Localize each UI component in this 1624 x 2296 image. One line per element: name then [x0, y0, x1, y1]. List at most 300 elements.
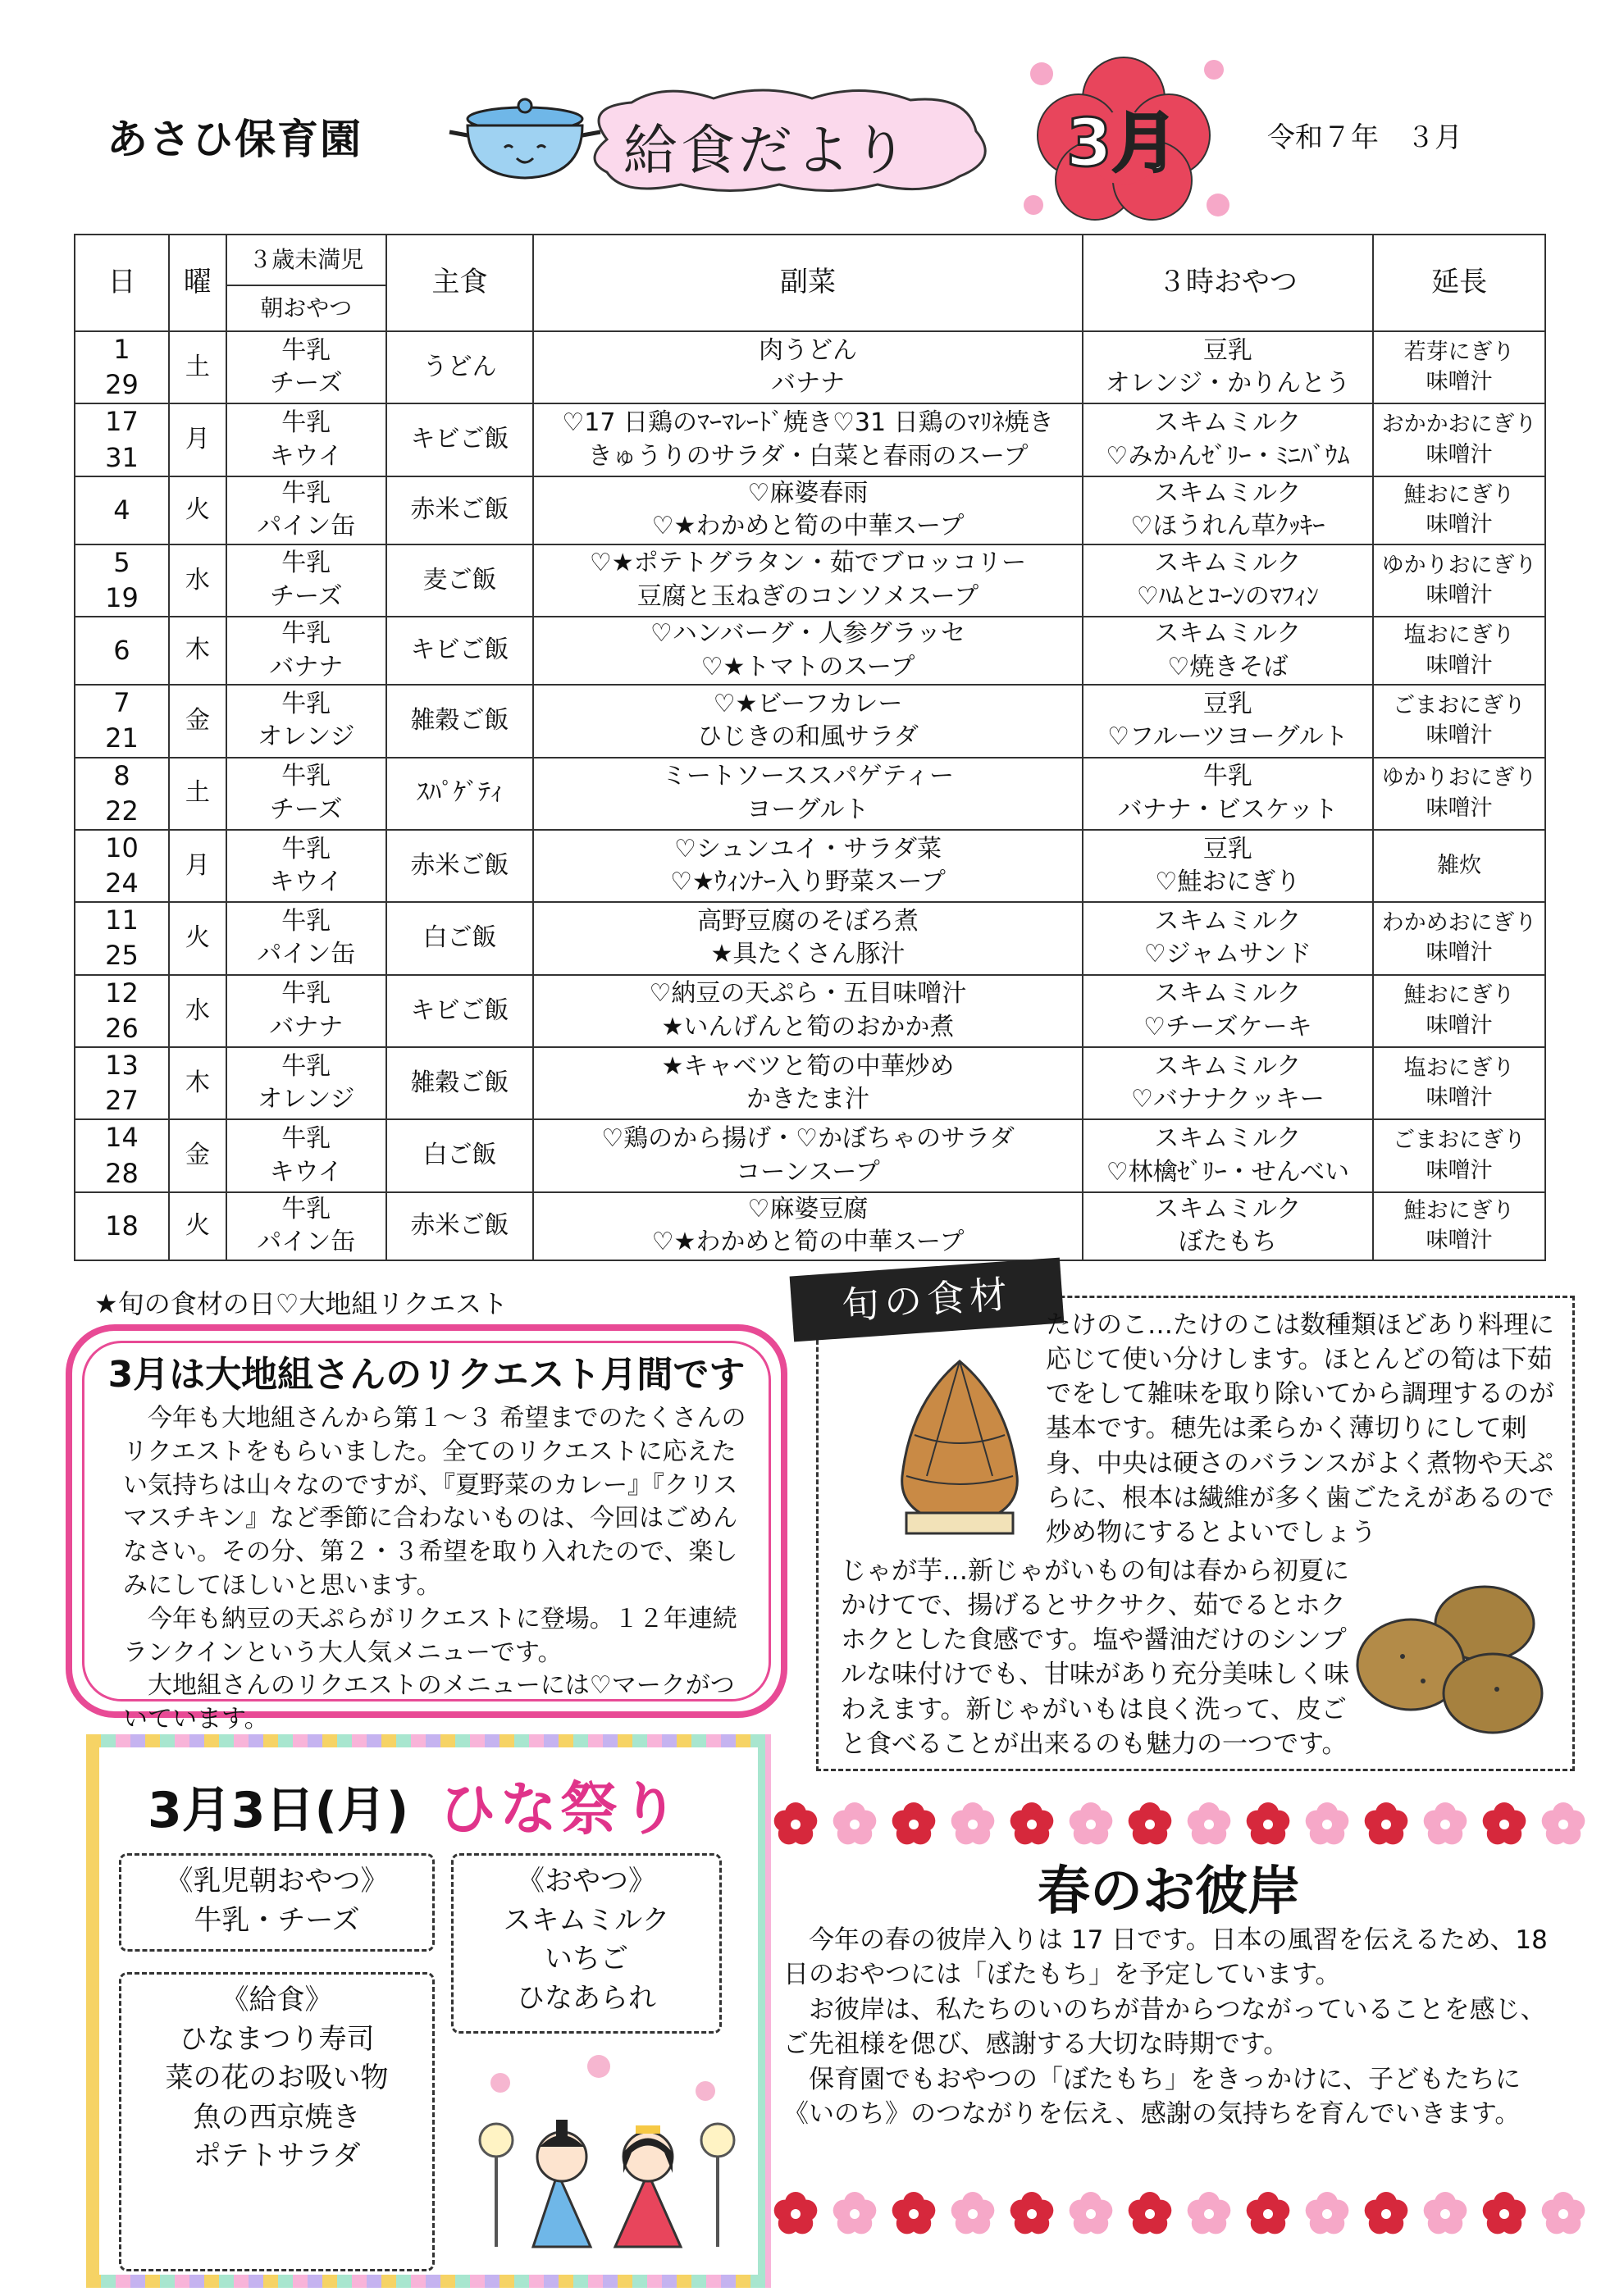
- menu-weekday-line: 木: [185, 636, 210, 665]
- menu-extended-line: 味噌汁: [1426, 1228, 1493, 1254]
- menu-row: [75, 331, 1545, 403]
- plum-flower: [1483, 2192, 1526, 2234]
- menu-extended: [1373, 902, 1545, 974]
- menu-row: [75, 902, 1545, 974]
- menu-row: [75, 758, 1545, 830]
- menu-side-dish-line: ヨーグルト: [746, 795, 869, 824]
- menu-afternoon-snack-line: バナナ・ビスケット: [1117, 795, 1339, 824]
- menu-side-dish-line: コーンスープ: [736, 1157, 880, 1187]
- menu-extended: [1373, 1192, 1545, 1260]
- menu-afternoon-snack: [1083, 902, 1374, 974]
- plum-flower: [1188, 1802, 1231, 1844]
- menu-staple-line: キビご飯: [410, 636, 509, 665]
- menu-extended-line: 味噌汁: [1426, 581, 1493, 608]
- menu-side-dish-line: ♡★わかめと筍の中華スープ: [651, 1228, 965, 1257]
- menu-morning-snack: [226, 830, 386, 902]
- plum-flower: [951, 1802, 995, 1844]
- spring-paragraph: 保育園でもおやつの「ぼたもち」をきっかけに、子どもたちに《いのち》のつながりを伝え、感謝の気持ちを育んでいきます。: [783, 2064, 1521, 2130]
- menu-staple: [386, 902, 534, 974]
- menu-extended-line: ゆかりおにぎり: [1381, 552, 1537, 578]
- header-weekday: 曜: [169, 235, 226, 331]
- hina-title: ひな祭り: [439, 1775, 682, 1843]
- menu-side-dish-line: ♡鶏のから揚げ・♡かぼちゃのサラダ: [601, 1124, 1015, 1154]
- menu-morning-snack-line: キウイ: [269, 441, 343, 471]
- menu-side-dish-line: ♡★わかめと筍の中華スープ: [651, 512, 965, 541]
- menu-row: [75, 617, 1545, 685]
- menu-morning-snack-line: 牛乳: [281, 834, 331, 863]
- menu-afternoon-snack-line: ♡バナナクッキー: [1131, 1085, 1325, 1114]
- menu-extended-line: ゆかりおにぎり: [1381, 765, 1537, 791]
- menu-morning-snack: [226, 758, 386, 830]
- menu-extended-line: ごまおにぎり: [1393, 692, 1526, 718]
- menu-day-line: 14: [105, 1122, 139, 1154]
- menu-weekday: [169, 1047, 226, 1119]
- menu-extended: [1373, 1047, 1545, 1119]
- plum-flower-border-bottom: [771, 2181, 1591, 2247]
- menu-morning-snack-line: 牛乳: [281, 335, 331, 365]
- menu-afternoon-snack-line: 豆乳: [1202, 335, 1252, 365]
- plum-flower: [1306, 1802, 1349, 1844]
- potato-illustration: [1345, 1574, 1558, 1738]
- plum-flower: [951, 2192, 995, 2234]
- menu-morning-snack-line: 牛乳: [281, 689, 331, 718]
- menu-extended: [1373, 830, 1545, 902]
- menu-morning-snack-line: パイン缶: [257, 940, 356, 969]
- menu-afternoon-snack: [1083, 830, 1374, 902]
- menu-morning-snack-line: 牛乳: [281, 408, 331, 438]
- menu-extended: [1373, 544, 1545, 617]
- menu-side-dish-line: ♡麻婆豆腐: [747, 1194, 869, 1223]
- menu-afternoon-snack-line: スキムミルク: [1154, 1051, 1302, 1081]
- menu-afternoon-snack-line: スキムミルク: [1154, 549, 1302, 578]
- menu-day-line: 25: [105, 940, 139, 972]
- menu-side-dish-line: ミートソーススパゲティー: [661, 762, 955, 791]
- hina-lunch-item: ひなまつり寿司: [179, 2022, 375, 2056]
- menu-staple-line: ｽﾊﾟｹﾞﾃｨ: [417, 778, 503, 808]
- request-paragraph: 今年も大地組さんから第１～３ 希望までのたくさんのリクエストをもらいました。全てのリクエストに応えたい気持ちは山々なのですが、『夏野菜のカレー』『クリスマスチキン』など季節に合わないものは、今回はごめんなさい。その分、第２・３希望を取り入れたので、楽しみにしてほしいと思います。: [123, 1404, 746, 1600]
- menu-day-line: 17: [105, 406, 139, 438]
- menu-extended: [1373, 685, 1545, 757]
- menu-extended-line: 味噌汁: [1426, 1157, 1493, 1183]
- menu-weekday-line: 火: [185, 923, 210, 953]
- menu-afternoon-snack-line: ♡チーズケーキ: [1143, 1012, 1312, 1041]
- menu-weekday-line: 土: [185, 778, 210, 808]
- takenoko-text: たけのこ…たけのこは数種類ほどあり料理に応じて使い分けします。ほとんどの筍は下茹でをして雑味を取り除いてから調理するのが基本です。穂先は柔らかく薄切りにして刺身、中央は硬さのバランスがよく煮物や天ぷらに、根本は繊維が多く歯ごたえがあるので炒め物にするとよいでしょう: [1046, 1310, 1554, 1547]
- menu-afternoon-snack-line: ♡ﾊﾑとｺｰﾝのﾏﾌｨﾝ: [1136, 581, 1319, 611]
- plum-flower: [892, 2192, 936, 2234]
- menu-side-dish: [533, 1047, 1082, 1119]
- menu-staple: [386, 331, 534, 403]
- menu-afternoon-snack-line: 豆乳: [1202, 834, 1252, 863]
- menu-staple-line: 白ご飯: [422, 1141, 497, 1170]
- hina-morning-items: 牛乳・チーズ: [194, 1903, 360, 1937]
- menu-row: [75, 1047, 1545, 1119]
- menu-extended-line: 味噌汁: [1426, 940, 1493, 966]
- menu-afternoon-snack-line: スキムミルク: [1154, 979, 1302, 1009]
- menu-afternoon-snack-line: ♡ほうれん草ｸｯｷｰ: [1130, 512, 1325, 541]
- hina-lunch-item: 魚の西京焼き: [193, 2100, 361, 2134]
- menu-afternoon-snack-line: ♡焼きそば: [1167, 652, 1289, 681]
- header-side: 副菜: [533, 235, 1082, 331]
- menu-morning-snack-line: キウイ: [269, 868, 343, 897]
- header-afternoon: ３時おやつ: [1083, 235, 1374, 331]
- hina-snack-item: いちご: [545, 1943, 628, 1976]
- menu-morning-snack: [226, 1192, 386, 1260]
- menu-side-dish-line: ♡ハンバーグ・人参グラッセ: [650, 619, 966, 649]
- menu-extended: [1373, 331, 1545, 403]
- menu-afternoon-snack: [1083, 617, 1374, 685]
- plum-flower: [1365, 2192, 1408, 2234]
- menu-day: [75, 902, 169, 974]
- menu-afternoon-snack: [1083, 331, 1374, 403]
- menu-day-line: 11: [105, 904, 139, 936]
- menu-day-line: 29: [105, 369, 139, 401]
- menu-afternoon-snack-line: スキムミルク: [1154, 408, 1302, 438]
- menu-side-dish-line: きゅうりのサラダ・白菜と春雨のスープ: [587, 441, 1029, 471]
- menu-side-dish-line: 豆腐と玉ねぎのコンソメスープ: [636, 581, 979, 611]
- hina-dolls-illustration: [476, 2050, 738, 2255]
- header-under3: ３歳未満児: [226, 235, 386, 285]
- menu-afternoon-snack-line: 豆乳: [1202, 689, 1252, 718]
- menu-extended-line: ごまおにぎり: [1393, 1128, 1526, 1154]
- menu-afternoon-snack-line: スキムミルク: [1154, 619, 1302, 649]
- hina-morning-box: [119, 1853, 435, 1952]
- plum-flower: [1010, 1802, 1054, 1844]
- menu-day: [75, 476, 169, 544]
- plum-flower: [1424, 1802, 1467, 1844]
- menu-extended-line: 鮭おにぎり: [1403, 982, 1515, 1009]
- menu-day: [75, 403, 169, 476]
- menu-staple: [386, 975, 534, 1047]
- menu-afternoon-snack: [1083, 975, 1374, 1047]
- menu-morning-snack-line: 牛乳: [281, 979, 331, 1009]
- menu-side-dish: [533, 544, 1082, 617]
- menu-day: [75, 758, 169, 830]
- menu-side-dish-line: ♡★ｳｨﾝﾅｰ入り野菜スープ: [670, 868, 946, 897]
- hina-snack-item: スキムミルク: [503, 1903, 670, 1937]
- menu-side-dish: [533, 1192, 1082, 1260]
- menu-weekday: [169, 902, 226, 974]
- plum-flower: [1424, 2192, 1467, 2234]
- menu-morning-snack-line: チーズ: [269, 581, 343, 611]
- plum-flower: [1542, 2192, 1585, 2234]
- menu-day-line: 31: [105, 441, 139, 473]
- menu-extended-line: 味噌汁: [1426, 369, 1493, 395]
- plum-flower: [1483, 1802, 1526, 1844]
- menu-side-dish-line: バナナ: [770, 369, 845, 399]
- plum-flower: [833, 2192, 877, 2234]
- menu-morning-snack-line: 牛乳: [281, 1124, 331, 1154]
- menu-weekday-line: 金: [185, 706, 210, 736]
- menu-day-line: 10: [105, 831, 139, 863]
- menu-extended: [1373, 617, 1545, 685]
- header-morning-snack: 朝おやつ: [226, 285, 386, 331]
- menu-weekday-line: 月: [185, 850, 210, 880]
- menu-day: [75, 1192, 169, 1260]
- menu-weekday-line: 月: [185, 425, 210, 454]
- menu-weekday: [169, 1119, 226, 1191]
- menu-afternoon-snack: [1083, 476, 1374, 544]
- menu-row: [75, 544, 1545, 617]
- hina-date: 3月3日(月): [148, 1782, 409, 1839]
- spring-paragraph: お彼岸は、私たちのいのちが昔からつながっていることを感じ、ご先祖様を偲び、感謝する大切な時期です。: [783, 1994, 1546, 2060]
- menu-staple: [386, 1119, 534, 1191]
- school-name: あさひ保育園: [107, 116, 363, 163]
- menu-staple: [386, 403, 534, 476]
- menu-afternoon-snack: [1083, 1119, 1374, 1191]
- request-body: [123, 1402, 755, 1737]
- request-paragraph: 大地組さんのリクエストのメニューには♡マークがついています。: [123, 1671, 735, 1734]
- menu-staple-line: キビご飯: [410, 995, 509, 1025]
- plum-flower: [774, 2192, 818, 2234]
- menu-weekday: [169, 975, 226, 1047]
- request-paragraph: 今年も納豆の天ぷらがリクエストに登場。１２年連続ランクインという大人気メニューです。: [123, 1604, 737, 1667]
- menu-morning-snack-line: チーズ: [269, 369, 343, 399]
- menu-extended-line: 雑炊: [1437, 852, 1482, 878]
- menu-extended-line: 味噌汁: [1426, 1085, 1493, 1111]
- menu-day-line: 6: [113, 635, 130, 667]
- menu-day-line: 7: [113, 687, 130, 719]
- menu-weekday: [169, 331, 226, 403]
- menu-extended-line: 塩おにぎり: [1403, 622, 1515, 649]
- menu-day-line: 8: [113, 759, 130, 791]
- menu-afternoon-snack-line: ♡ジャムサンド: [1143, 940, 1312, 969]
- menu-afternoon-snack-line: ♡鮭おにぎり: [1155, 868, 1301, 897]
- menu-row: [75, 975, 1545, 1047]
- menu-day: [75, 975, 169, 1047]
- menu-side-dish-line: ひじきの和風サラダ: [697, 722, 919, 752]
- menu-side-dish-line: ♡17 日鶏のﾏｰﾏﾚｰﾄﾞ焼き♡31 日鶏のﾏﾘﾈ焼き: [562, 408, 1054, 438]
- menu-day-line: 21: [105, 722, 139, 754]
- menu-staple: [386, 476, 534, 544]
- menu-morning-snack-line: 牛乳: [281, 478, 331, 508]
- menu-day-line: 5: [113, 546, 130, 578]
- menu-extended-line: わかめおにぎり: [1381, 910, 1537, 936]
- request-title: 3月は大地組さんのリクエスト月間です: [107, 1354, 746, 1396]
- menu-extended: [1373, 476, 1545, 544]
- menu-extended: [1373, 1119, 1545, 1191]
- menu-morning-snack-line: チーズ: [269, 795, 343, 824]
- menu-day-line: 24: [105, 868, 139, 900]
- menu-afternoon-snack-line: スキムミルク: [1154, 1194, 1302, 1223]
- menu-extended-line: 味噌汁: [1426, 722, 1493, 749]
- menu-morning-snack: [226, 544, 386, 617]
- menu-afternoon-snack: [1083, 758, 1374, 830]
- menu-day: [75, 685, 169, 757]
- menu-weekday: [169, 758, 226, 830]
- menu-day-line: 19: [105, 581, 139, 613]
- menu-morning-snack: [226, 331, 386, 403]
- menu-weekday-line: 木: [185, 1068, 210, 1097]
- menu-side-dish-line: ♡シュンユイ・サラダ菜: [673, 834, 942, 863]
- menu-staple-line: 赤米ご飯: [410, 1211, 509, 1240]
- menu-weekday-line: 水: [185, 995, 210, 1025]
- menu-weekday: [169, 544, 226, 617]
- menu-staple-line: 雑穀ご飯: [410, 706, 509, 736]
- menu-staple: [386, 1192, 534, 1260]
- plum-flower: [1306, 2192, 1349, 2234]
- plum-flower-border-top: [771, 1792, 1591, 1857]
- menu-afternoon-snack: [1083, 544, 1374, 617]
- menu-morning-snack: [226, 1047, 386, 1119]
- menu-side-dish: [533, 331, 1082, 403]
- menu-side-dish: [533, 830, 1082, 902]
- plum-flower: [1070, 1802, 1113, 1844]
- menu-extended-line: 味噌汁: [1426, 1012, 1493, 1038]
- menu-side-dish-line: 高野豆腐のそぼろ煮: [696, 906, 919, 936]
- hina-lunch-label: 《給食》: [221, 1984, 333, 2016]
- menu-morning-snack: [226, 975, 386, 1047]
- menu-side-dish-line: ★いんげんと筍のおかか煮: [661, 1012, 955, 1041]
- menu-staple-line: 雑穀ご飯: [410, 1068, 509, 1097]
- menu-morning-snack-line: キウイ: [269, 1157, 343, 1187]
- menu-day-line: 26: [105, 1012, 139, 1044]
- menu-morning-snack: [226, 902, 386, 974]
- menu-staple-line: 白ご飯: [422, 923, 497, 953]
- menu-day-line: 12: [105, 977, 139, 1009]
- menu-morning-snack-line: バナナ: [269, 1012, 344, 1041]
- menu-staple: [386, 758, 534, 830]
- menu-extended-line: 味噌汁: [1426, 512, 1493, 538]
- spring-paragraph: 今年の春の彼岸入りは 17 日です。日本の風習を伝えるため、18 日のおやつには「ぼたもち」を予定しています。: [783, 1925, 1548, 1990]
- menu-morning-snack-line: パイン缶: [257, 512, 356, 541]
- menu-side-dish-line: ★キャベツと筍の中華炒め: [661, 1051, 955, 1081]
- plum-flower: [1129, 2192, 1172, 2234]
- menu-morning-snack-line: 牛乳: [281, 906, 331, 936]
- plum-flower: [1010, 2192, 1054, 2234]
- hina-snack-label: 《おやつ》: [517, 1865, 656, 1897]
- menu-row: [75, 403, 1545, 476]
- menu-extended-line: おかかおにぎり: [1381, 412, 1537, 438]
- menu-staple: [386, 685, 534, 757]
- menu-extended-line: 味噌汁: [1426, 652, 1493, 678]
- menu-morning-snack: [226, 403, 386, 476]
- menu-extended: [1373, 758, 1545, 830]
- menu-extended: [1373, 975, 1545, 1047]
- header-extended: 延長: [1373, 235, 1545, 331]
- menu-morning-snack-line: 牛乳: [281, 549, 331, 578]
- plum-flower: [1542, 1802, 1585, 1844]
- menu-extended-line: 味噌汁: [1426, 795, 1493, 821]
- menu-weekday: [169, 1192, 226, 1260]
- menu-staple: [386, 830, 534, 902]
- menu-side-dish-line: ♡★ビーフカレー: [713, 689, 903, 718]
- menu-day-line: 1: [113, 334, 130, 365]
- bamboo-shoot-illustration: [878, 1353, 1042, 1542]
- menu-extended-line: 味噌汁: [1426, 441, 1493, 467]
- menu-day-line: 22: [105, 795, 139, 827]
- menu-day: [75, 1119, 169, 1191]
- menu-day-line: 4: [113, 494, 130, 526]
- menu-side-dish-line: ♡★ポテトグラタン・茹でブロッコリー: [589, 549, 1027, 578]
- plum-flower: [1247, 2192, 1290, 2234]
- menu-weekday-line: 火: [185, 1211, 210, 1240]
- issue-date: 令和７年 ３月: [1267, 121, 1462, 154]
- menu-extended-line: 若芽にぎり: [1403, 339, 1515, 365]
- menu-side-dish-line: かきたま汁: [746, 1085, 869, 1114]
- spring-body: [783, 1923, 1562, 2132]
- menu-side-dish: [533, 1119, 1082, 1191]
- hina-morning-label: 《乳児朝おやつ》: [165, 1865, 389, 1897]
- menu-weekday: [169, 403, 226, 476]
- menu-day: [75, 1047, 169, 1119]
- menu-side-dish-line: ★具たくさん豚汁: [710, 940, 906, 969]
- menu-side-dish: [533, 476, 1082, 544]
- plum-flower: [1129, 1802, 1172, 1844]
- menu-side-dish: [533, 617, 1082, 685]
- menu-day-line: 18: [105, 1210, 139, 1241]
- menu-staple-line: 赤米ご飯: [410, 850, 509, 880]
- menu-weekday-line: 土: [185, 352, 210, 381]
- menu-staple-line: 麦ご飯: [422, 565, 497, 594]
- menu-morning-snack: [226, 476, 386, 544]
- menu-row: [75, 685, 1545, 757]
- menu-row: [75, 1119, 1545, 1191]
- hina-snack-box: [451, 1853, 722, 2034]
- plum-flower: [1247, 1802, 1290, 1844]
- menu-staple: [386, 617, 534, 685]
- menu-side-dish-line: ♡麻婆春雨: [747, 478, 869, 508]
- menu-weekday-line: 水: [185, 565, 210, 594]
- request-caption: ★旬の食材の日♡大地組リクエスト: [94, 1288, 509, 1319]
- menu-morning-snack-line: パイン缶: [257, 1228, 356, 1257]
- menu-day-line: 28: [105, 1157, 139, 1189]
- menu-day: [75, 617, 169, 685]
- menu-morning-snack-line: オレンジ: [257, 722, 355, 752]
- plum-flower: [1365, 1802, 1408, 1844]
- menu-afternoon-snack-line: スキムミルク: [1154, 478, 1302, 508]
- menu-staple: [386, 1047, 534, 1119]
- menu-morning-snack: [226, 685, 386, 757]
- menu-afternoon-snack-line: ♡フルーツヨーグルト: [1107, 722, 1348, 752]
- menu-afternoon-snack-line: ぼたもち: [1178, 1228, 1277, 1257]
- menu-day-line: 27: [105, 1085, 139, 1117]
- menu-afternoon-snack: [1083, 1047, 1374, 1119]
- newsletter-title: 給食だより: [623, 119, 910, 182]
- hina-lunch-item: ポテトサラダ: [193, 2139, 361, 2173]
- menu-day-line: 13: [105, 1050, 139, 1081]
- seasonal-food-tag: 旬の食材: [790, 1258, 1065, 1342]
- menu-weekday: [169, 476, 226, 544]
- menu-side-dish: [533, 685, 1082, 757]
- spring-title: 春のお彼岸: [1038, 1861, 1300, 1922]
- menu-day: [75, 544, 169, 617]
- hina-lunch-box: [119, 1972, 435, 2271]
- menu-morning-snack-line: オレンジ: [257, 1085, 355, 1114]
- menu-side-dish: [533, 975, 1082, 1047]
- header-day: 日: [75, 235, 169, 331]
- menu-extended: [1373, 403, 1545, 476]
- menu-staple-line: キビご飯: [410, 425, 509, 454]
- menu-side-dish-line: ♡★トマトのスープ: [700, 652, 915, 681]
- menu-side-dish-line: 肉うどん: [758, 335, 857, 365]
- menu-day: [75, 331, 169, 403]
- hina-lunch-item: 菜の花のお吸い物: [165, 2061, 389, 2095]
- month-label: 3月: [1066, 105, 1178, 181]
- menu-weekday-line: 金: [185, 1141, 210, 1170]
- menu-row: [75, 476, 1545, 544]
- menu-staple-line: 赤米ご飯: [410, 495, 509, 524]
- menu-afternoon-snack-line: オレンジ・かりんとう: [1105, 369, 1351, 399]
- menu-extended-line: 鮭おにぎり: [1403, 481, 1515, 508]
- menu-side-dish: [533, 758, 1082, 830]
- menu-afternoon-snack-line: ♡みかんｾﾞﾘｰ・ﾐﾆﾊﾞｳﾑ: [1106, 441, 1350, 471]
- plum-flower: [774, 1802, 818, 1844]
- menu-morning-snack-line: バナナ: [269, 652, 344, 681]
- menu-afternoon-snack-line: スキムミルク: [1154, 906, 1302, 936]
- menu-day: [75, 830, 169, 902]
- menu-afternoon-snack-line: ♡林檎ｾﾞﾘｰ・せんべい: [1106, 1157, 1350, 1187]
